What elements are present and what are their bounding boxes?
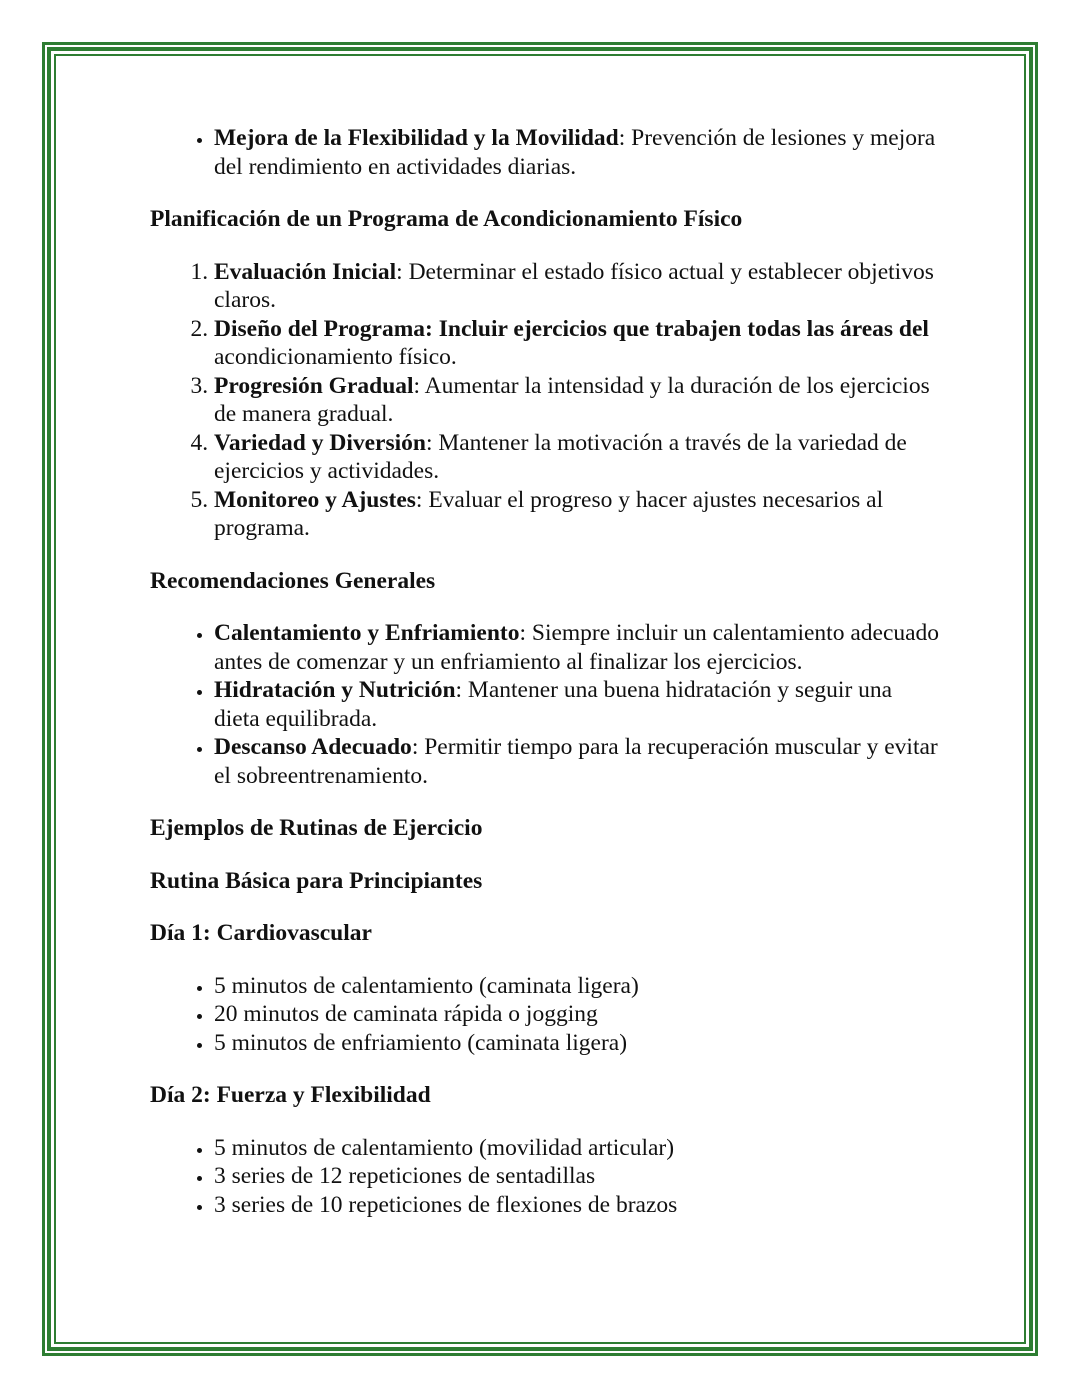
examples-heading: Ejemplos de Rutinas de Ejercicio	[150, 815, 483, 841]
day1-heading: Día 1: Cardiovascular	[150, 920, 372, 946]
list-item: • 3 series de 12 repeticiones de sentadillas	[214, 1162, 940, 1191]
day2-list	[150, 1134, 940, 1220]
list-item: • 3 series de 10 repeticiones de flexiones de brazos	[214, 1191, 940, 1220]
day2-heading: Día 2: Fuerza y Flexibilidad	[150, 1082, 431, 1108]
list-item: • 5 minutos de calentamiento (movilidad articular)	[214, 1134, 940, 1163]
list-item: • 20 minutos de caminata rápida o jogging	[214, 1000, 940, 1029]
list-item: 4. Variedad y Diversión: Mantener la motivación a través de la variedad de ejercicios y actividades.	[214, 429, 940, 486]
list-item: 5. Monitoreo y Ajustes: Evaluar el progreso y hacer ajustes necesarios al programa.	[214, 486, 940, 543]
list-item: • Hidratación y Nutrición: Mantener una buena hidratación y seguir una dieta equilibrada.	[214, 676, 940, 733]
routine-heading: Rutina Básica para Principiantes	[150, 867, 483, 894]
list-item: • 5 minutos de calentamiento (caminata ligera)	[214, 972, 940, 1001]
list-item: • Descanso Adecuado: Permitir tiempo para la recuperación muscular y evitar el sobreentrenamiento.	[214, 733, 940, 790]
list-item: • Calentamiento y Enfriamiento: Siempre incluir un calentamiento adecuado antes de comenzar y un enfriamiento al finalizar los ejercicios.	[214, 619, 940, 676]
list-item: 3. Progresión Gradual: Aumentar la intensidad y la duración de los ejercicios de manera gradual.	[214, 372, 940, 429]
document-body	[150, 124, 940, 1219]
list-item: • Mejora de la Flexibilidad y la Movilidad: Prevención de lesiones y mejora del rendimiento en actividades diarias.	[214, 124, 940, 181]
list-item: 2. Diseño del Programa: Incluir ejercicios que trabajen todas las áreas del acondicionamiento físico.	[214, 315, 940, 372]
recommendations-list	[150, 619, 940, 790]
list-item: • 5 minutos de enfriamiento (caminata ligera)	[214, 1029, 940, 1058]
list-item: 1. Evaluación Inicial: Determinar el estado físico actual y establecer objetivos claros.	[214, 258, 940, 315]
intro-list	[150, 124, 940, 181]
day1-list	[150, 972, 940, 1058]
planning-steps-list	[150, 258, 940, 543]
planning-heading: Planificación de un Programa de Acondicionamiento Físico	[150, 206, 743, 232]
recommendations-heading: Recomendaciones Generales	[150, 567, 436, 594]
